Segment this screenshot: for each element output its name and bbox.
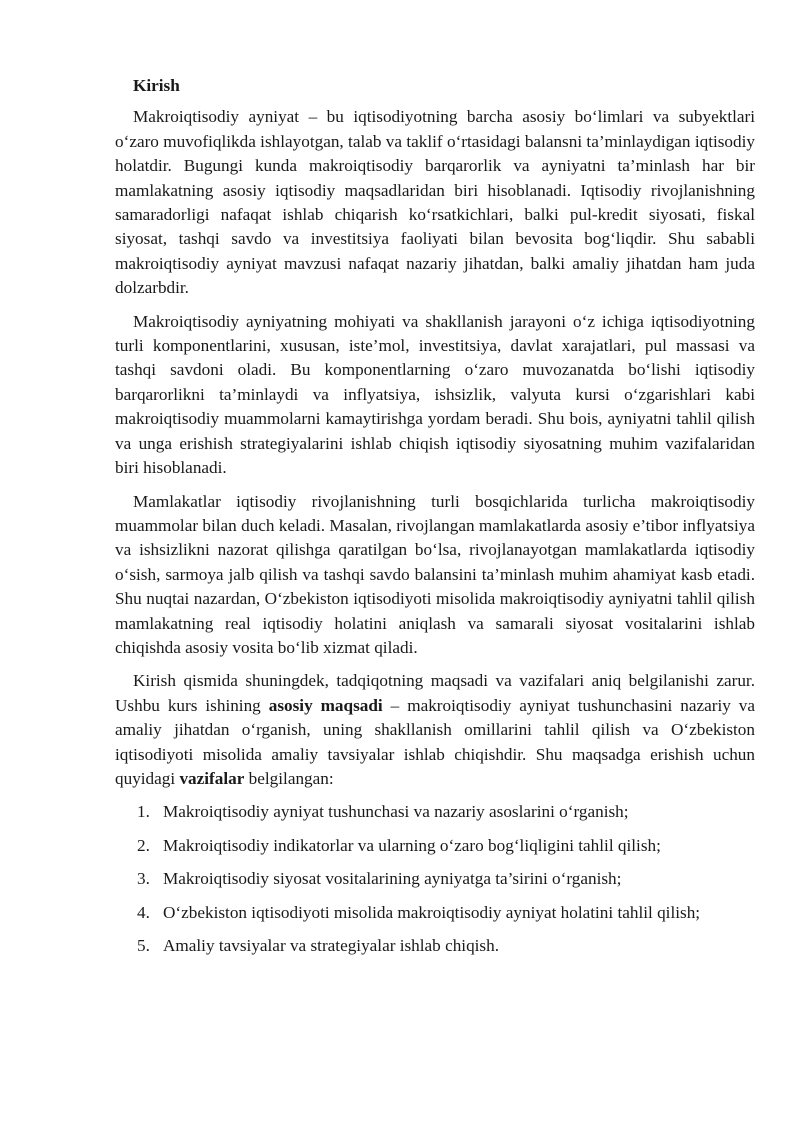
paragraph-2: Makroiqtisodiy ayniyatning mohiyati va shakllanish jarayoni o‘z ichiga iqtisodiyotning turli komponentlarini, xususan, iste’mol, investitsiya, davlat xarajatlari, pul massasi va tashqi savdoni oladi. Bu komponentlarning o‘zaro muvozanatda bo‘lishi iqtisodiy barqarorlikni ta’minlaydi va inflyatsiya, ishsizlik, valyuta kursi o‘zgarishlari kabi makroiqtisodiy muammolarni kamaytirishga yordam beradi. Shu bois, ayniyatni tahlil qilish va unga erishish strategiyalarini ishlab chiqish iqtisodiy siyosatning muhim vazifalaridan biri hisoblanadi. bbox=[115, 311, 755, 478]
task-list-item bbox=[115, 934, 755, 958]
task-text: Amaliy tavsiyalar va strategiyalar ishlab chiqish. bbox=[163, 936, 500, 955]
task-number: 5. bbox=[137, 936, 150, 955]
paragraph-4-text-2: – makroiqtisodiy ayniyat tushunchasini nazariy va amaliy jihatdan o‘rganish, uning shakllanish omillarini tahlil qilish va O‘zbekiston iqtisodiyoti misolida amaliy tavsiyalar ishlab chiqishdir. Shu maqsadga erishish uchun quyidagi bbox=[115, 695, 756, 788]
task-list-item bbox=[115, 800, 755, 824]
task-text: Makroiqtisodiy siyosat vositalarining ayniyatga ta’sirini o‘rganish; bbox=[163, 869, 622, 889]
task-text: O‘zbekiston iqtisodiyoti misolida makroiqtisodiy ayniyat holatini tahlil qilish; bbox=[163, 902, 701, 922]
task-number: 2. bbox=[137, 835, 150, 855]
task-number: 1. bbox=[137, 802, 150, 822]
paragraph-1: Makroiqtisodiy ayniyat – bu iqtisodiyotning barcha asosiy bo‘limlari va subyektlari o‘zaro muvofiqlikda ishlayotgan, talab va taklif o‘rtasidagi balansni ta’minlaydigan iqtisodiy holatdir. Bugungi kunda makroiqtisodiy barqarorlik va ayniyatni ta’minlash har bir mamlakatning asosiy iqtisodiy maqsadlaridan biri hisoblanadi. Iqtisodiy rivojlanishning samaradorligi nafaqat ishlab chiqarish ko‘rsatkichlari, balki pul-kredit siyosati, fiskal siyosat, tashqi savdo va investitsiya faoliyati bilan bevosita bog‘liqdir. Shu sababli makroiqtisodiy ayniyat mavzusi nafaqat nazariy jihatdan, balki amaliy jihatdan ham juda dolzarbdir. bbox=[115, 107, 755, 298]
purpose-bold-text: asosiy maqsadi bbox=[268, 695, 383, 715]
task-text: Makroiqtisodiy ayniyat tushunchasi va nazariy asoslarini o‘rganish; bbox=[163, 802, 629, 822]
tasks-bold-text: vazifalar bbox=[179, 768, 245, 788]
paragraph-3: Mamlakatlar iqtisodiy rivojlanishning turli bosqichlarida turlicha makroiqtisodiy muammolar bilan duch keladi. Masalan, rivojlangan mamlakatlarda asosiy e’tibor inflyatsiya va ishsizlikni nazorat qilishga qaratilgan bo‘lsa, rivojlanayotgan mamlakatlarda iqtisodiy o‘sish, sarmoya jalb qilish va tashqi savdo balansini ta’minlash muhim ahamiyat kasb etadi. Shu nuqtai nazardan, O‘zbekiston iqtisodiyoti misolida makroiqtisodiy ayniyatni tahlil qilish mamlakatning real iqtisodiy holatini aniqlash va samarali siyosat vositalarini ishlab chiqishda asosiy vosita bo‘lib xizmat qiladi. bbox=[115, 491, 755, 657]
task-list-item bbox=[115, 834, 755, 858]
section-heading: Kirish bbox=[133, 76, 180, 95]
paragraph-4-text-1: Kirish qismida shuningdek, tadqiqotning maqsadi va vazifalari aniq belgilanishi zarur. Ushbu kurs ishining bbox=[115, 671, 755, 715]
task-number: 4. bbox=[137, 902, 150, 922]
document-page bbox=[115, 74, 755, 967]
task-text: Makroiqtisodiy indikatorlar va ularning o‘zaro bog‘liqligini tahlil qilish; bbox=[163, 835, 661, 855]
task-list-item bbox=[115, 867, 755, 891]
task-number: 3. bbox=[137, 869, 150, 889]
paragraph-4-text-3: belgilangan: bbox=[244, 768, 334, 788]
paragraph-4 bbox=[115, 669, 755, 791]
task-list-item bbox=[115, 901, 755, 925]
task-list bbox=[115, 800, 755, 958]
